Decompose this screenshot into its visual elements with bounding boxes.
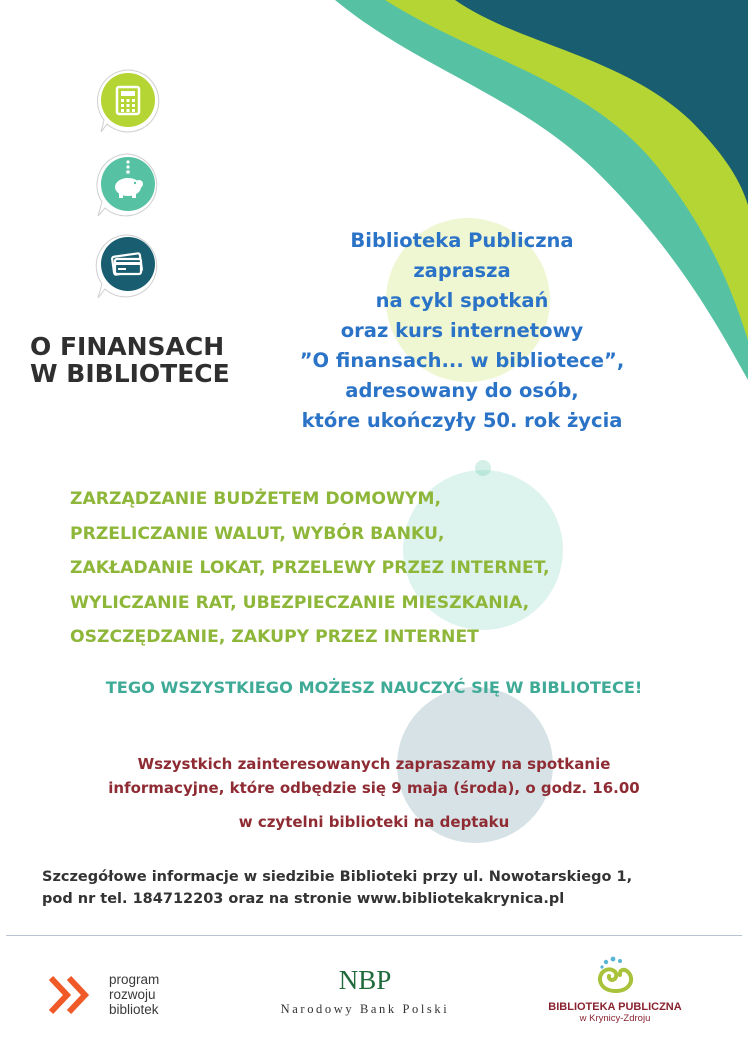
invitation-line: oraz kurs internetowy: [340, 319, 584, 342]
invitation-line: na cykl spotkań: [375, 289, 549, 312]
library-name: BIBLIOTEKA PUBLICZNA: [548, 1001, 682, 1013]
nbp-logo: [250, 965, 480, 1017]
invitation-line: zaprasza: [413, 259, 511, 282]
topic-item: PRZELICZANIE WALUT, WYBÓR BANKU,: [70, 523, 445, 544]
invitation-line: adresowany do osób,: [345, 379, 579, 402]
program-line: program: [109, 972, 160, 987]
double-chevron-icon: [45, 970, 101, 1020]
meeting-line-1: Wszystkich zainteresowanych zapraszamy na spotkanie: [137, 755, 611, 773]
brand-line-2: W BIBLIOTECE: [30, 359, 230, 388]
invitation-line: Biblioteka Publiczna: [350, 229, 574, 252]
topic-item: ZAKŁADANIE LOKAT, PRZELEWY PRZEZ INTERNET,: [70, 558, 550, 578]
meeting-line-3: w czytelni biblioteki na deptaku: [238, 813, 510, 831]
invitation-line: ”O finansach... w bibliotece”,: [299, 349, 625, 372]
meeting-line-2: informacyjne, które odbędzie się 9 maja (środa), o godz. 16.00: [108, 779, 640, 797]
meeting-info: [0, 752, 748, 834]
nbp-full-name: Narodowy Bank Polski: [280, 1002, 450, 1016]
brand-title: [30, 333, 230, 387]
program-line: bibliotek: [109, 1002, 159, 1017]
brand-line-1: O FINANSACH: [30, 332, 225, 361]
invitation-line: które ukończyły 50. rok życia: [301, 409, 623, 432]
footer-divider: [6, 935, 742, 936]
program-line: rozwoju: [109, 987, 156, 1002]
piggy-bank-icon: [93, 150, 161, 218]
topic-item: WYLICZANIE RAT, UBEZPIECZANIE MIESZKANIA,: [70, 592, 530, 613]
nbp-abbr: NBP: [338, 965, 392, 995]
library-logo: [540, 955, 690, 1024]
details-line-2: pod nr tel. 184712203 oraz na stronie www.bibliotekakrynica.pl: [42, 891, 565, 907]
slogan: TEGO WSZYSTKIEGO MOŻESZ NAUCZYĆ SIĘ W BIBLIOTECE!: [105, 678, 643, 697]
topic-item: ZARZĄDZANIE BUDŻETEM DOMOWYM,: [70, 489, 442, 509]
library-town: w Krynicy-Zdroju: [579, 1013, 651, 1024]
program-text: [109, 972, 159, 1017]
contact-details: [42, 866, 632, 910]
credit-card-icon: [93, 233, 161, 301]
topic-item: OSZCZĘDZANIE, ZAKUPY PRZEZ INTERNET: [70, 627, 479, 647]
invitation-text: [262, 226, 662, 436]
calculator-icon: [95, 68, 161, 134]
topics-list: [70, 482, 550, 655]
details-line-1: Szczegółowe informacje w siedzibie Biblioteki przy ul. Nowotarskiego 1,: [42, 869, 633, 885]
library-emblem-icon: [592, 955, 638, 993]
program-rozwoju-bibliotek-logo: [45, 970, 160, 1020]
